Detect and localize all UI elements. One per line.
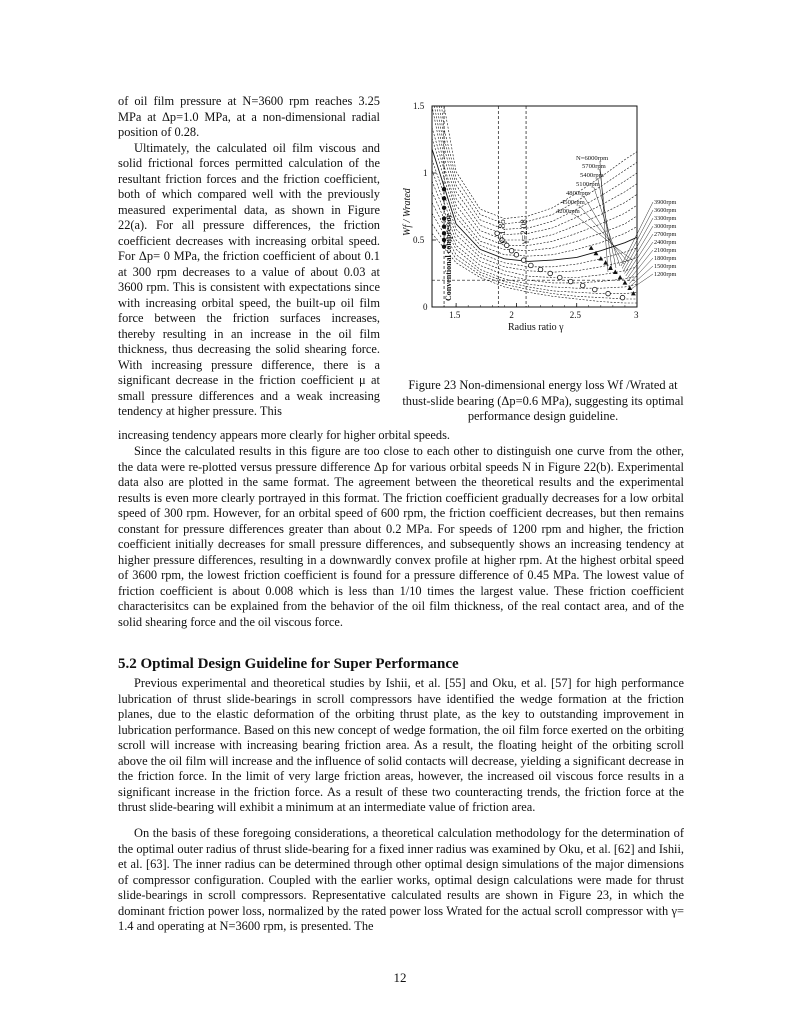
minimum-point — [592, 287, 597, 292]
minimum-point — [620, 295, 625, 300]
speed-label-left: N=6000rpm — [576, 155, 609, 162]
x-tick-label: 2 — [509, 310, 514, 320]
optimal-point — [613, 270, 618, 274]
speed-label-left: 5700rpm — [582, 163, 606, 170]
speed-label-right: 3000rpm — [654, 223, 677, 230]
speed-label-left: 5400rpm — [580, 172, 604, 179]
left-column — [118, 94, 380, 420]
minimum-point — [580, 283, 585, 288]
conventional-point — [442, 196, 446, 200]
x-tick-label: 1.5 — [449, 310, 461, 320]
speed-label-left: 5100rpm — [576, 181, 600, 188]
annotation-gamma-185: γ=1.85 — [497, 219, 507, 244]
conventional-point — [442, 187, 446, 191]
speed-label-left: 4800rpm — [566, 190, 590, 197]
section-heading: 5.2 Optimal Design Guideline for Super Performance — [118, 656, 459, 672]
speed-label-right: 2400rpm — [654, 239, 677, 246]
x-axis-label: Radius ratio γ — [508, 322, 564, 333]
paragraph-continuation: of oil film pressure at N=3600 rpm reaches 3.25 MPa at Δp=1.0 MPa, at a non-dimensional radial position of 0.28. — [118, 94, 380, 139]
minimum-point — [568, 279, 573, 284]
speed-leader-left — [574, 214, 632, 260]
optimal-point — [631, 291, 636, 295]
series-line-4800 — [434, 106, 637, 240]
speed-leader-right — [629, 258, 653, 284]
speed-label-left: 4200rpm — [556, 208, 580, 215]
figure-23-caption: Figure 23 Non-dimensional energy loss Wf /Wrated at thust-slide bearing (Δp=0.6 MPa), suggesting its optimal performance design guideline. — [402, 378, 684, 423]
minimum-point — [538, 267, 543, 272]
page-number: 12 — [393, 970, 407, 985]
speed-label-right: 2700rpm — [654, 231, 677, 238]
series-line-2400 — [432, 192, 637, 283]
minimum-point — [606, 291, 611, 296]
series-line-5400 — [439, 106, 637, 229]
minimum-point — [529, 263, 534, 268]
speed-label-right: 3900rpm — [654, 199, 677, 206]
series-line-6000 — [444, 106, 637, 219]
plot-frame — [432, 106, 637, 307]
y-axis-label: Wf / Wrated — [402, 188, 413, 236]
speed-label-right: 1500rpm — [654, 263, 677, 270]
paragraph-design-methodology: On the basis of these foregoing considerations, a theoretical calculation methodology for the determination of the optimal outer radius of thrust slide-bearing for a fixed inner radius was examined by Oku, et al. [62] and Ishii, et al. [63]. The inner radius can be determined through other optimal design simulations of the major dimensions of compressor configuration. Coupled with the earlier works, optimal design calculations were made for thrust slide-bearings in scroll compressors. Representative calculated results are shown in Figure 23, in which the dominant friction power loss, normalized by the rated power loss Wrated for the actual scroll compressor with γ= 1.4 and operating at N=3600 rpm, is presented. The — [118, 826, 684, 933]
paragraph-previous-studies: Previous experimental and theoretical studies by Ishii, et al. [55] and Oku, et al. [57] for high performance lubrication of thrust slide-bearings in scroll compressors have identified the wedge formation at the friction planes, due to the elastic deformation of the orbiting thrust plate, as the key to outstanding improvement in lubrication performance. Based on this new concept of wedge formation, the oil film force exerted on the orbiting scroll will increase with increasing bearing friction area. As a result, the floating height of the orbiting scroll above the oil film will increase and the influence of solid contacts will decrease, yielding a significant decrease in the friction force. In the limit of very large friction areas, however, the increased oil viscous force results in a significant increase in the friction force. As a result of these two counteracting trends, the friction force at the thrust slide-bearing will exhibit a minimum at an intermediate value of friction area. — [118, 676, 684, 814]
speed-leader-right — [625, 226, 653, 274]
paragraph-tail: increasing tendency appears more clearly for higher orbital speeds. — [118, 428, 450, 442]
y-tick-label: 1.5 — [413, 101, 425, 111]
speed-label-right: 1800rpm — [654, 255, 677, 262]
optimal-point — [618, 275, 623, 279]
x-tick-label: 2.5 — [569, 310, 581, 320]
speed-leader-right — [622, 210, 653, 269]
speed-leader-left — [579, 205, 628, 262]
optimal-point — [598, 256, 603, 260]
plot-area — [432, 106, 637, 307]
speed-label-right: 3300rpm — [654, 215, 677, 222]
minimum-point — [514, 252, 519, 257]
y-tick-label: 0 — [423, 302, 428, 312]
optimal-point — [623, 280, 628, 284]
y-tick-label: 1 — [423, 168, 428, 178]
minimum-point — [509, 248, 514, 253]
speed-label-left: 4500rpm — [561, 199, 585, 206]
annotation-conventional: Conventional compressor — [444, 213, 453, 301]
speed-label-right: 3600rpm — [654, 207, 677, 214]
series-line-5100 — [437, 106, 637, 235]
optimal-point — [608, 266, 613, 270]
series-line-4200 — [432, 127, 637, 250]
y-tick-label: 0.5 — [413, 235, 425, 245]
paragraph-replot: Since the calculated results in this figure are too close to each other to distinguish one curve from the other, the data were re-plotted versus pressure difference Δp for various orbital speeds N in Figure 22(b). Experimental data also are plotted in the same format. The agreement between the theoretical results and the experimental results is even more clearly portrayed in this format. The friction coefficient gradually decreases for a low orbital speed of 300 rpm. However, for an orbital speed of 600 rpm, the friction coefficient decreases, but then remains constant for pressure differences greater than about 0.2 MPa. For speeds of 1200 rpm and higher, the friction coefficient initially decreases for small pressure differences, and subsequently shows an increasing tendency at higher pressure differences, resulting in a downwardly convex profile at higher rpm. At the highest orbital speed of 3600 rpm, the lowest friction coefficient is found for a pressure difference of 0.45 MPa. The lowest value of friction coefficient is about 0.008 which is less than 1/10 times the largest value. These friction coefficient characterisitcs can be explained from the behavior of the oil film thickness, of the real contact area, and of the solid shearing force and the oil viscous force. — [118, 444, 684, 629]
conventional-point — [442, 206, 446, 210]
figure-23-chart — [396, 96, 688, 336]
x-tick-label: 3 — [634, 310, 639, 320]
minimum-point — [558, 275, 563, 280]
minimum-point — [521, 258, 526, 263]
speed-leader-right — [632, 274, 653, 289]
minimum-point — [548, 271, 553, 276]
speed-label-right: 1200rpm — [654, 271, 677, 278]
annotation-gamma-208: γ=2.08 — [519, 219, 529, 244]
speed-label-right: 2100rpm — [654, 247, 677, 254]
paragraph-friction-results: Ultimately, the calculated oil film viscous and solid frictional forces permitted calculation of the resultant friction forces and the friction coefficient, both of which compared well with the previously measured experimental data, as shown in Figure 22(a). For all pressure differences, the friction coefficient decreases with increasing orbital speed. For Δp= 0 MPa, the friction coefficient of about 0.1 at 300 rpm decreases to a value of about 0.03 at 3600 rpm. This is consistent with expectations since with increasing orbital speed, the built-up oil film force between the friction surfaces increases, thereby resulting in an increase in the oil film thickness, thus decreasing the solid shearing force. With increasing pressure difference, there is a significant decrease in the friction coefficient μ at small pressure differences and a weak increasing tendency at higher pressure. This — [118, 140, 380, 418]
